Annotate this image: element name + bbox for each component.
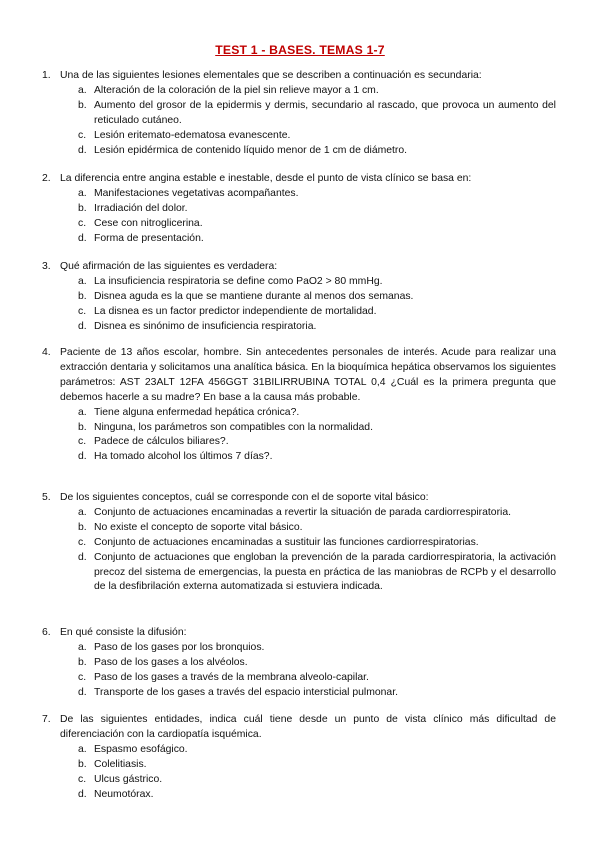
option-list	[60, 743, 556, 803]
option-letter: a.	[78, 275, 87, 287]
question-text: Una de las siguientes lesiones elementales que se describen a continuación es secundaria:	[60, 70, 482, 81]
option-letter: c.	[78, 536, 87, 548]
option-text: Espasmo esofágico.	[94, 743, 188, 755]
option-text: Ulcus gástrico.	[94, 773, 163, 785]
option-item	[60, 187, 556, 202]
option-item	[60, 305, 556, 320]
option-item	[60, 536, 556, 551]
option-letter: b.	[78, 656, 87, 668]
option-text: Irradiación del dolor.	[94, 202, 188, 214]
option-text: Conjunto de actuaciones encaminadas a sustituir las funciones cardiorrespiratorias.	[94, 536, 479, 548]
option-list	[60, 84, 556, 159]
option-item	[60, 450, 556, 465]
option-item	[60, 202, 556, 217]
option-text: La disnea es un factor predictor independiente de mortalidad.	[94, 305, 377, 317]
option-list	[60, 506, 556, 595]
question-2	[42, 172, 556, 247]
question-number: 5.	[42, 492, 51, 503]
option-item	[60, 551, 556, 596]
option-item	[60, 656, 556, 671]
option-text: Ha tomado alcohol los últimos 7 días?.	[94, 451, 273, 463]
option-letter: d.	[78, 451, 87, 463]
option-letter: a.	[78, 187, 87, 199]
question-stem	[42, 713, 556, 743]
question-stem	[42, 69, 556, 84]
option-list	[60, 187, 556, 247]
option-text: Alteración de la coloración de la piel sin relieve mayor a 1 cm.	[94, 84, 379, 96]
option-text: Disnea aguda es la que se mantiene durante al menos dos semanas.	[94, 290, 414, 302]
question-6	[42, 626, 556, 701]
option-letter: d.	[78, 551, 87, 563]
option-text: Paso de los gases por los bronquios.	[94, 641, 265, 653]
option-item	[60, 217, 556, 232]
option-list	[60, 641, 556, 701]
question-7	[42, 713, 556, 802]
question-text: La diferencia entre angina estable e inestable, desde el punto de vista clínico se basa en:	[60, 173, 472, 184]
question-number: 4.	[42, 347, 51, 358]
option-list	[60, 275, 556, 335]
option-item	[60, 320, 556, 335]
question-stem	[42, 346, 556, 406]
option-item	[60, 129, 556, 144]
option-item	[60, 788, 556, 803]
question-stem	[42, 260, 556, 275]
option-letter: d.	[78, 144, 87, 156]
option-item	[60, 641, 556, 656]
option-letter: d.	[78, 788, 87, 800]
option-text: Cese con nitroglicerina.	[94, 217, 203, 229]
option-letter: c.	[78, 436, 87, 448]
option-item	[60, 406, 556, 421]
option-item	[60, 671, 556, 686]
question-1	[42, 69, 556, 158]
option-item	[60, 232, 556, 247]
question-stem	[42, 172, 556, 187]
option-letter: b.	[78, 521, 87, 533]
question-stem	[42, 491, 556, 506]
option-text: Disnea es sinónimo de insuficiencia respiratoria.	[94, 320, 317, 332]
option-text: Colelitiasis.	[94, 758, 147, 770]
option-text: Transporte de los gases a través del espacio intersticial pulmonar.	[94, 686, 398, 698]
option-letter: a.	[78, 84, 87, 96]
option-text: Lesión eritemato-edematosa evanescente.	[94, 129, 291, 141]
option-text: Aumento del grosor de la epidermis y dermis, secundario al rascado, que provoca un aumento del reticulado cutáneo.	[94, 99, 556, 126]
option-text: Forma de presentación.	[94, 232, 204, 244]
option-item	[60, 275, 556, 290]
question-5	[42, 491, 556, 595]
option-text: La insuficiencia respiratoria se define como PaO2 > 80 mmHg.	[94, 275, 383, 287]
question-text: Paciente de 13 años escolar, hombre. Sin antecedentes personales de interés. Acude para realizar una extracción dentaria y solicitamos una analítica básica. En la bioquímica hepática observamos los siguientes parámetros: AST 23ALT 12FA 456GGT 31BILIRRUBINA TOTAL 0,4 ¿Cuál es la primera pregunta que debemos hacerle a su madre? En base a la causa más probable.	[60, 347, 556, 403]
question-number: 6.	[42, 627, 51, 638]
option-letter: a.	[78, 506, 87, 518]
option-text: Ninguna, los parámetros son compatibles con la normalidad.	[94, 421, 373, 433]
option-item	[60, 758, 556, 773]
option-item	[60, 421, 556, 436]
option-letter: d.	[78, 686, 87, 698]
option-item	[60, 743, 556, 758]
option-text: Tiene alguna enfermedad hepática crónica?.	[94, 406, 300, 418]
option-item	[60, 521, 556, 536]
option-letter: b.	[78, 99, 87, 111]
question-3	[42, 260, 556, 335]
option-item	[60, 686, 556, 701]
option-letter: a.	[78, 743, 87, 755]
option-letter: c.	[78, 129, 87, 141]
option-item	[60, 84, 556, 99]
option-list	[60, 406, 556, 466]
question-text: Qué afirmación de las siguientes es verdadera:	[60, 261, 278, 272]
page-title: TEST 1 - BASES. TEMAS 1-7	[215, 43, 385, 57]
option-letter: d.	[78, 320, 87, 332]
option-letter: b.	[78, 758, 87, 770]
option-letter: b.	[78, 421, 87, 433]
question-number: 7.	[42, 714, 51, 725]
option-text: Padece de cálculos biliares?.	[94, 436, 229, 448]
question-stem	[42, 626, 556, 641]
option-text: Conjunto de actuaciones que engloban la prevención de la parada cardiorrespiratoria, la activación precoz del sistema de emergencias, la puesta en práctica de las maniobras de RCPb y el desarrollo de la desfibrilación externa automatizada si estuviera indicada.	[94, 551, 556, 593]
question-text: De las siguientes entidades, indica cuál tiene desde un punto de vista clínico más dificultad de diferenciación con la cardiopatía isquémica.	[60, 714, 556, 740]
option-letter: b.	[78, 202, 87, 214]
option-item	[60, 773, 556, 788]
option-letter: c.	[78, 671, 87, 683]
option-item	[60, 144, 556, 159]
option-item	[60, 435, 556, 450]
option-text: No existe el concepto de soporte vital básico.	[94, 521, 303, 533]
question-text: De los siguientes conceptos, cuál se corresponde con el de soporte vital básico:	[60, 492, 429, 503]
option-letter: d.	[78, 232, 87, 244]
option-letter: b.	[78, 290, 87, 302]
question-number: 3.	[42, 261, 51, 272]
option-item	[60, 99, 556, 129]
option-item	[60, 506, 556, 521]
option-letter: a.	[78, 406, 87, 418]
option-letter: c.	[78, 773, 87, 785]
option-text: Manifestaciones vegetativas acompañantes.	[94, 187, 299, 199]
option-text: Paso de los gases a los alvéolos.	[94, 656, 248, 668]
option-item	[60, 290, 556, 305]
option-letter: c.	[78, 217, 87, 229]
option-text: Paso de los gases a través de la membrana alveolo-capilar.	[94, 671, 369, 683]
question-number: 2.	[42, 173, 51, 184]
question-4	[42, 346, 556, 465]
option-text: Neumotórax.	[94, 788, 154, 800]
option-text: Conjunto de actuaciones encaminadas a revertir la situación de parada cardiorrespiratoria.	[94, 506, 512, 518]
option-letter: c.	[78, 305, 87, 317]
option-text: Lesión epidérmica de contenido líquido menor de 1 cm de diámetro.	[94, 144, 408, 156]
option-letter: a.	[78, 641, 87, 653]
question-text: En qué consiste la difusión:	[60, 627, 187, 638]
question-number: 1.	[42, 70, 51, 81]
